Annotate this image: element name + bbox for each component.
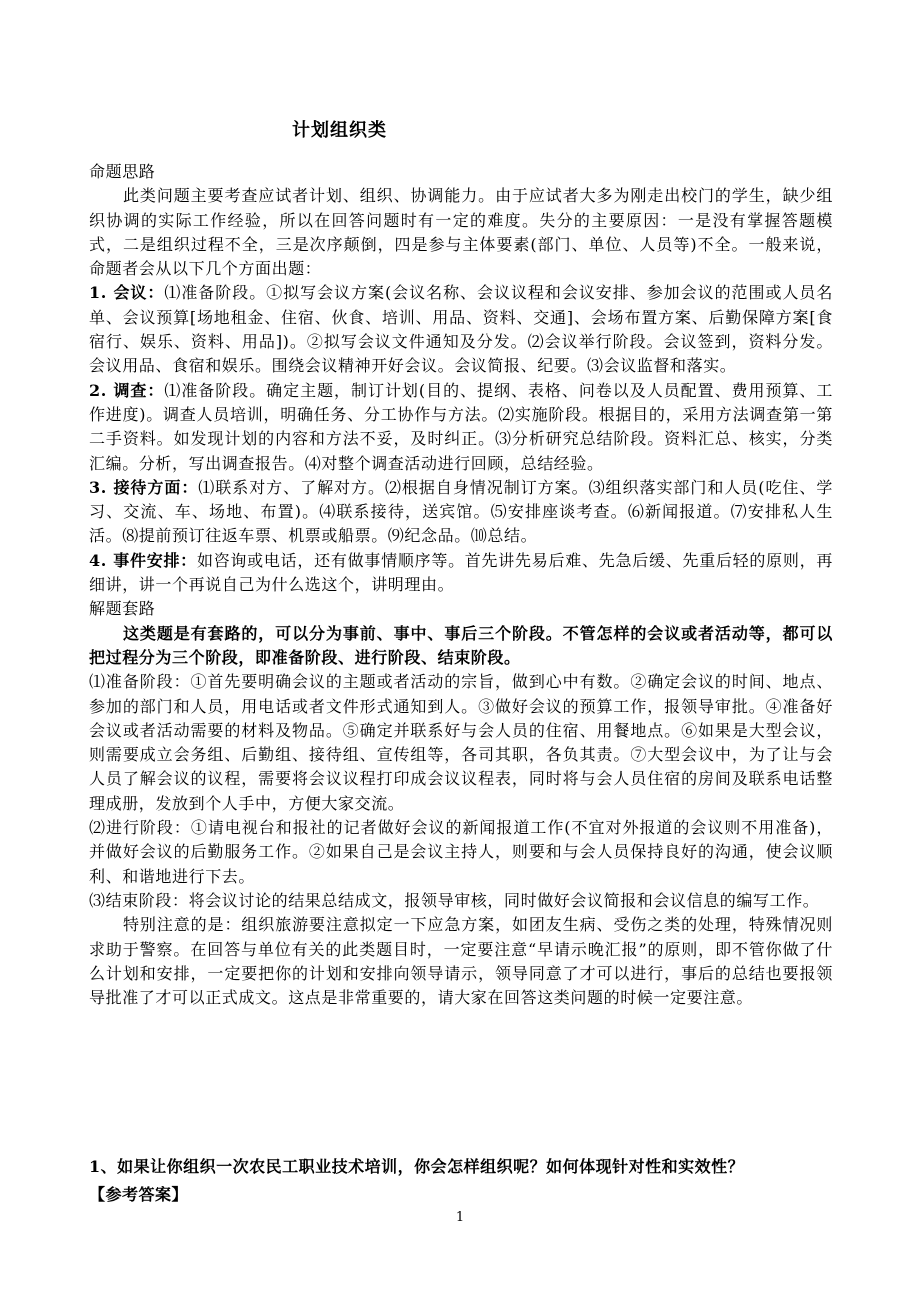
stage-preparation: ⑴准备阶段：①首先要明确会议的主题或者活动的宗旨，做到心中有数。②确定会议的时间、地点、参加的部门和人员，用电话或者文件形式通知到人。③做好会议的预算工作，报领导审批。④准备好会议或者活动需要的材料及物品。⑤确定并联系好与会人员的住宿、用餐地点。⑥如果是大型会议，则需要成立会务组、后勤组、接待组、宣传组等，各司其职，各负其责。⑦大型会议中，为了让与会人员了解会议的议程，需要将会议议程打印成会议议程表，同时将与会人员住宿的房间及联系电话整理成册，发放到个人手中，方便大家交流。 [89,672,833,813]
special-note: 特别注意的是：组织旅游要注意拟定一下应急方案，如团友生病、受伤之类的处理，特殊情况则求助于警察。在回答与单位有关的此类题目时，一定要注意“早请示晚汇报”的原则，即不管你做了什么计划和安排，一定要把你的计划和安排向领导请示，领导同意了才可以进行，事后的总结也要报领导批准了才可以正式成文。这点是非常重要的，请大家在回答这类问题的时候一定要注意。 [89,915,833,1008]
topic-text: ⑴联系对方、了解对方。⑵根据自身情况制订方案。⑶组织落实部门和人员(吃住、学习、交流、车、场地、布置)。⑷联系接待，送宾馆。⑸安排座谈考查。⑹新闻报道。⑺安排私人生活。⑻提前预订往返车票、机票或船票。⑼纪念品。⑽总结。 [89,477,833,546]
question-text: 1、如果让你组织一次农民工职业技术培训，你会怎样组织呢？如何体现针对性和实效性？ [89,1157,745,1176]
topic-text: ⑴准备阶段。确定主题，制订计划(目的、提纲、表格、问卷以及人员配置、费用预算、工作进度)。调查人员培训，明确任务、分工协作与方法。⑵实施阶段。根据目的，采用方法调查第一第二手资料。如发现计划的内容和方法不妥，及时纠正。⑶分析研究总结阶段。资料汇总、核实，分类汇编。分析，写出调查报告。⑷对整个调查活动进行回顾，总结经验。 [89,380,834,473]
topic-label: 3. 接待方面： [89,477,199,497]
question-block [89,1153,849,1209]
intro-paragraph: 此类问题主要考查应试者计划、组织、协调能力。由于应试者大多为刚走出校门的学生，缺少组织协调的实际工作经验，所以在回答问题时有一定的难度。失分的主要原因：一是没有掌握答题模式，二是组织过程不全，三是次序颠倒，四是参与主体要素(部门、单位、人员等)不全。一般来说，命题者会从以下几个方面出题： [89,186,833,279]
topic-label: 1. 会议： [89,283,165,303]
document-title: 计划组织类 [292,120,387,141]
topic-label: 2. 调查： [89,380,165,400]
topic-event-arrangement [89,549,833,598]
topic-text: 如咨询或电话，还有做事情顺序等。首先讲先易后难、先急后缓、先重后轻的原则，再细讲，讲一个再说自己为什么选这个，讲明理由。 [89,550,833,595]
method-summary: 这类题是有套路的，可以分为事前、事中、事后三个阶段。不管怎样的会议或者活动等，都可以把过程分为三个阶段，即准备阶段、进行阶段、结束阶段。 [89,623,833,667]
section-heading-mingti: 命题思路 [89,162,156,181]
topic-survey [89,379,833,476]
stage-conclusion: ⑶结束阶段：将会议讨论的结果总结成文，报领导审核，同时做好会议简报和会议信息的编写工作。 [89,890,820,910]
topic-text: ⑴准备阶段。①拟写会议方案(会议名称、会议议程和会议安排、参加会议的范围或人员名单、会议预算[场地租金、住宿、伙食、培训、用品、资料、交通]、会场布置方案、后勤保障方案[食宿行、娱乐、资料、用品])。②拟写会议文件通知及分发。⑵会议举行阶段。会议签到，资料分发。会议用品、食宿和娱乐。围绕会议精神开好会议。会议简报、纪要。⑶会议监督和落实。 [89,283,834,376]
stage-execution: ⑵进行阶段：①请电视台和报社的记者做好会议的新闻报道工作(不宜对外报道的会议则不用准备)，并做好会议的后勤服务工作。②如果自己是会议主持人，则要和与会人员保持良好的沟通，使会议顺利、和谐地进行下去。 [89,818,833,886]
topic-label: 4. 事件安排： [89,550,197,570]
document-body [89,160,833,1010]
section-heading-jieti: 解题套路 [89,599,156,619]
answer-label: 【参考答案】 [89,1185,189,1204]
topic-reception [89,476,833,549]
page-number: 1 [455,1210,465,1225]
topic-meeting [89,281,833,378]
